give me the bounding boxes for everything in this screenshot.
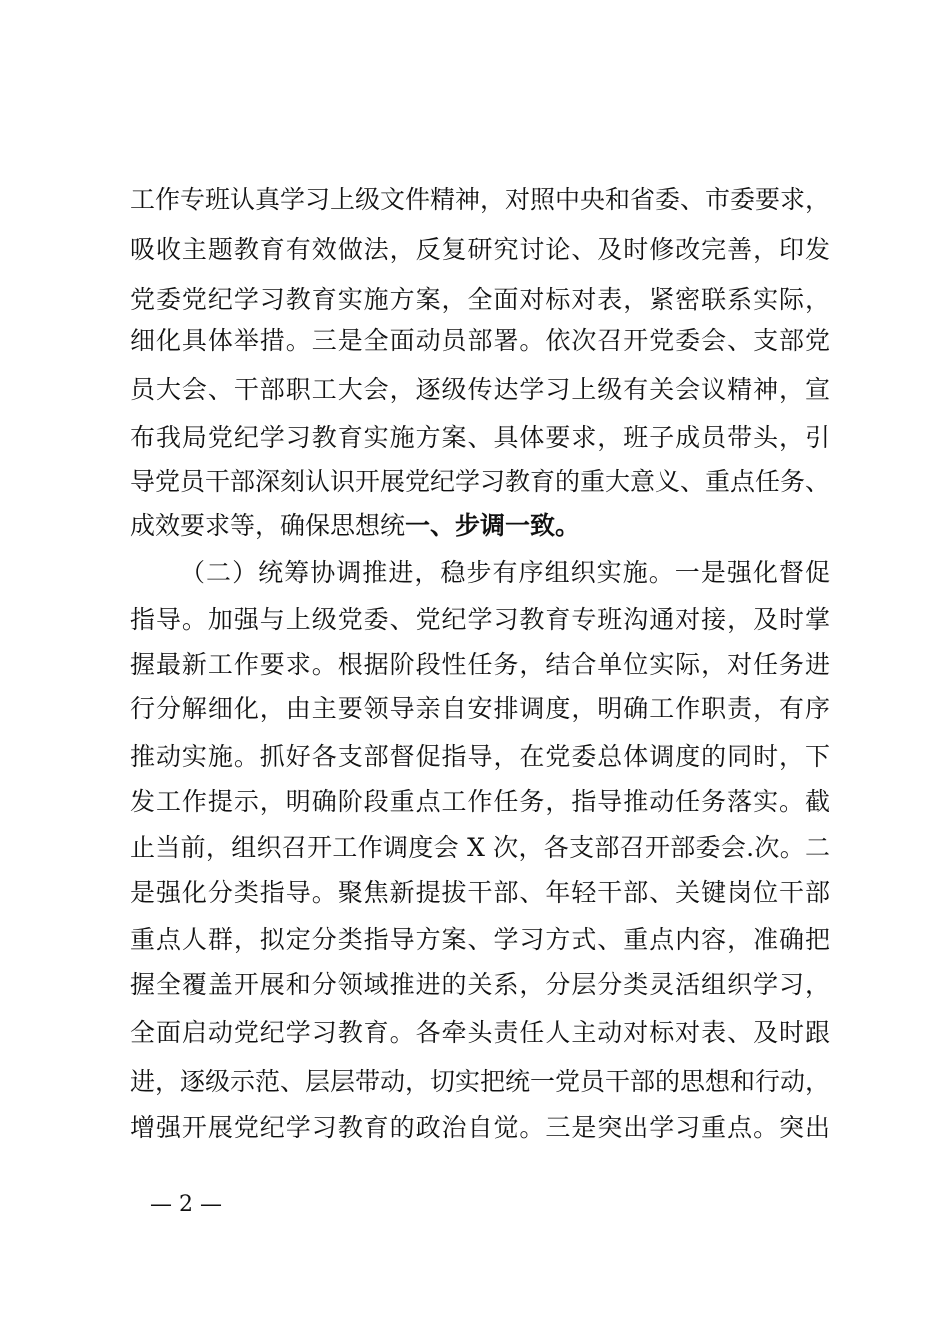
text-line: 推动实施。抓好各支部督促指导，在党委总体调度的同时，下 bbox=[130, 742, 830, 771]
text-line bbox=[130, 506, 830, 546]
text-line: 吸收主题教育有效做法，反复研究讨论、及时修改完善，印发 bbox=[130, 235, 830, 264]
bold-text-run: 一、步调一致。 bbox=[405, 511, 581, 540]
text-line: 员大会、干部职工大会，逐级传达学习上级有关会议精神，宣 bbox=[130, 375, 830, 404]
text-line: 行分解细化，由主要领导亲自安排调度，明确工作职责，有序 bbox=[130, 694, 830, 723]
text-line: 全面启动党纪学习教育。各牵头责任人主动对标对表、及时跟 bbox=[130, 1018, 830, 1047]
text-line: 握最新工作要求。根据阶段性任务，结合单位实际，对任务进 bbox=[130, 650, 830, 679]
text-line: 止当前，组织召开工作调度会 X 次，各支部召开部委会.次。二 bbox=[130, 833, 830, 862]
text-run: 成效要求等，确保思想统 bbox=[130, 511, 406, 540]
text-line: 党委党纪学习教育实施方案，全面对标对表，紧密联系实际， bbox=[130, 285, 830, 314]
page-number: — 2 — bbox=[150, 1192, 222, 1217]
text-line: 握全覆盖开展和分领域推进的关系，分层分类灵活组织学习， bbox=[130, 970, 830, 999]
text-line: 发工作提示，明确阶段重点工作任务，指导推动任务落实。截 bbox=[130, 787, 830, 816]
section-heading-line: （二）统筹协调推进，稳步有序组织实施。一是强化督促 bbox=[180, 558, 830, 587]
text-line: 是强化分类指导。聚焦新提拔干部、年轻干部、关键岗位干部 bbox=[130, 878, 830, 907]
text-line: 重点人群，拟定分类指导方案、学习方式、重点内容，准确把 bbox=[130, 925, 830, 954]
text-line: 指导。加强与上级党委、党纪学习教育专班沟通对接，及时掌 bbox=[130, 605, 830, 634]
text-line: 工作专班认真学习上级文件精神，对照中央和省委、市委要求， bbox=[130, 185, 831, 214]
text-line: 布我局党纪学习教育实施方案、具体要求，班子成员带头，引 bbox=[130, 423, 830, 452]
text-line: 增强开展党纪学习教育的政治自觉。三是突出学习重点。突出 bbox=[130, 1113, 830, 1142]
text-line: 细化具体举措。三是全面动员部署。依次召开党委会、支部党 bbox=[130, 326, 830, 355]
text-line: 进，逐级示范、层层带动，切实把统一党员干部的思想和行动， bbox=[130, 1067, 831, 1096]
text-line: 导党员干部深刻认识开展党纪学习教育的重大意义、重点任务、 bbox=[130, 467, 831, 496]
